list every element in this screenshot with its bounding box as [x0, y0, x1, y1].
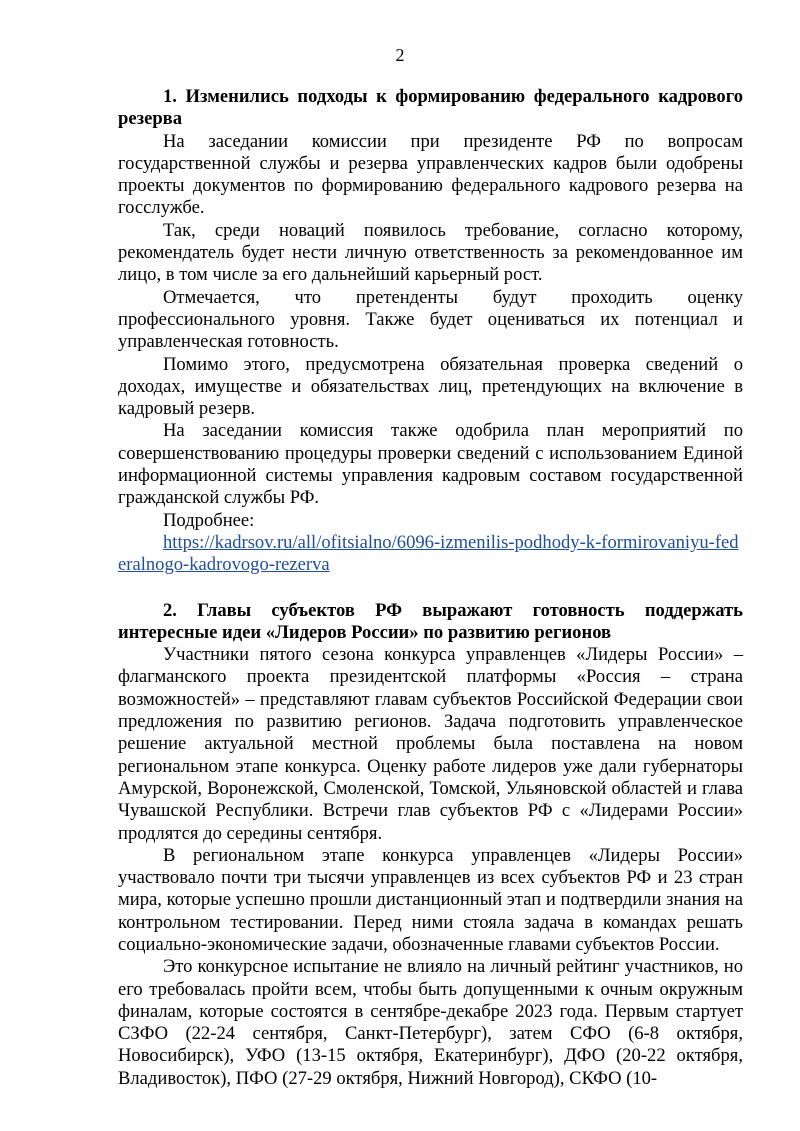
more-link-block	[118, 532, 743, 577]
more-label: Подробнее:	[163, 509, 255, 531]
section-1-heading: 1. Изменились подходы к формированию федерального кадрового резерва	[118, 86, 743, 130]
section-2-paragraph-3: Это конкурсное испытание не влияло на личный рейтинг участников, но его требовалась пройти всем, чтобы быть допущенными к очным окружным финалам, которые состоятся в сентябре-декабре 2023 года. Первым стартует СЗФО (22-24 сентября, Санкт-Петербург), затем СФО (6-8 октября, Новосибирск), УФО (13-15 октября, Екатеринбург), ДФО (20-22 октября, Владивосток), ПФО (27-29 октября, Нижний Новгород), СКФО (10-	[118, 956, 743, 1089]
section-2-heading: 2. Главы субъектов РФ выражают готовность поддержать интересные идеи «Лидеров России» по развитию регионов	[118, 599, 743, 643]
more-link[interactable]: https://kadrsov.ru/all/ofitsialno/6096-izmenilis-podhody-k-formirovaniyu-federalnogo-kadrovogo-rezerva	[118, 531, 739, 576]
page-content	[118, 86, 743, 1090]
section-1-paragraph-5: На заседании комиссия также одобрила план мероприятий по совершенствованию процедуры проверки сведений с использованием Единой информационной системы управления кадровым составом государственной гражданской службы РФ.	[118, 420, 743, 509]
section-1-paragraph-4: Помимо этого, предусмотрена обязательная проверка сведений о доходах, имуществе и обязательствах лиц, претендующих на включение в кадровый резерв.	[118, 353, 743, 420]
section-1-paragraph-3: Отмечается, что претенденты будут проходить оценку профессионального уровня. Также будет оцениваться их потенциал и управленческая готовность.	[118, 286, 743, 353]
section-2	[118, 600, 743, 1091]
section-gap	[118, 577, 743, 600]
section-1-paragraph-2: Так, среди новаций появилось требование, согласно которому, рекомендатель будет нести личную ответственность за рекомендованное им лицо, в том числе за его дальнейший карьерный рост.	[118, 219, 743, 286]
section-2-paragraph-2: В региональном этапе конкурса управленцев «Лидеры России» участвовало почти три тысячи управленцев из всех субъектов РФ и 23 стран мира, которые успешно прошли дистанционный этап и подтвердили знания на контрольном тестировании. Перед ними стояла задача в командах решать социально-экономические задачи, обозначенные главами субъектов России.	[118, 844, 743, 955]
section-2-paragraph-1: Участники пятого сезона конкурса управленцев «Лидеры России» – флагманского проекта президентской платформы «Россия – страна возможностей» – представляют главам субъектов Российской Федерации свои предложения по развитию регионов. Задача подготовить управленческое решение актуальной местной проблемы была поставлена на новом региональном этапе конкурса. Оценку работе лидеров уже дали губернаторы Амурской, Воронежской, Смоленской, Томской, Ульяновской областей и глава Чувашской Республики. Встречи глав субъектов РФ с «Лидерами России» продлятся до середины сентября.	[118, 644, 743, 844]
page-number: 2	[395, 45, 405, 65]
section-1-paragraph-1: На заседании комиссии при президенте РФ по вопросам государственной службы и резерва управленческих кадров были одобрены проекты документов по формированию федерального кадрового резерва на госслужбе.	[118, 130, 743, 219]
section-1	[118, 86, 743, 577]
